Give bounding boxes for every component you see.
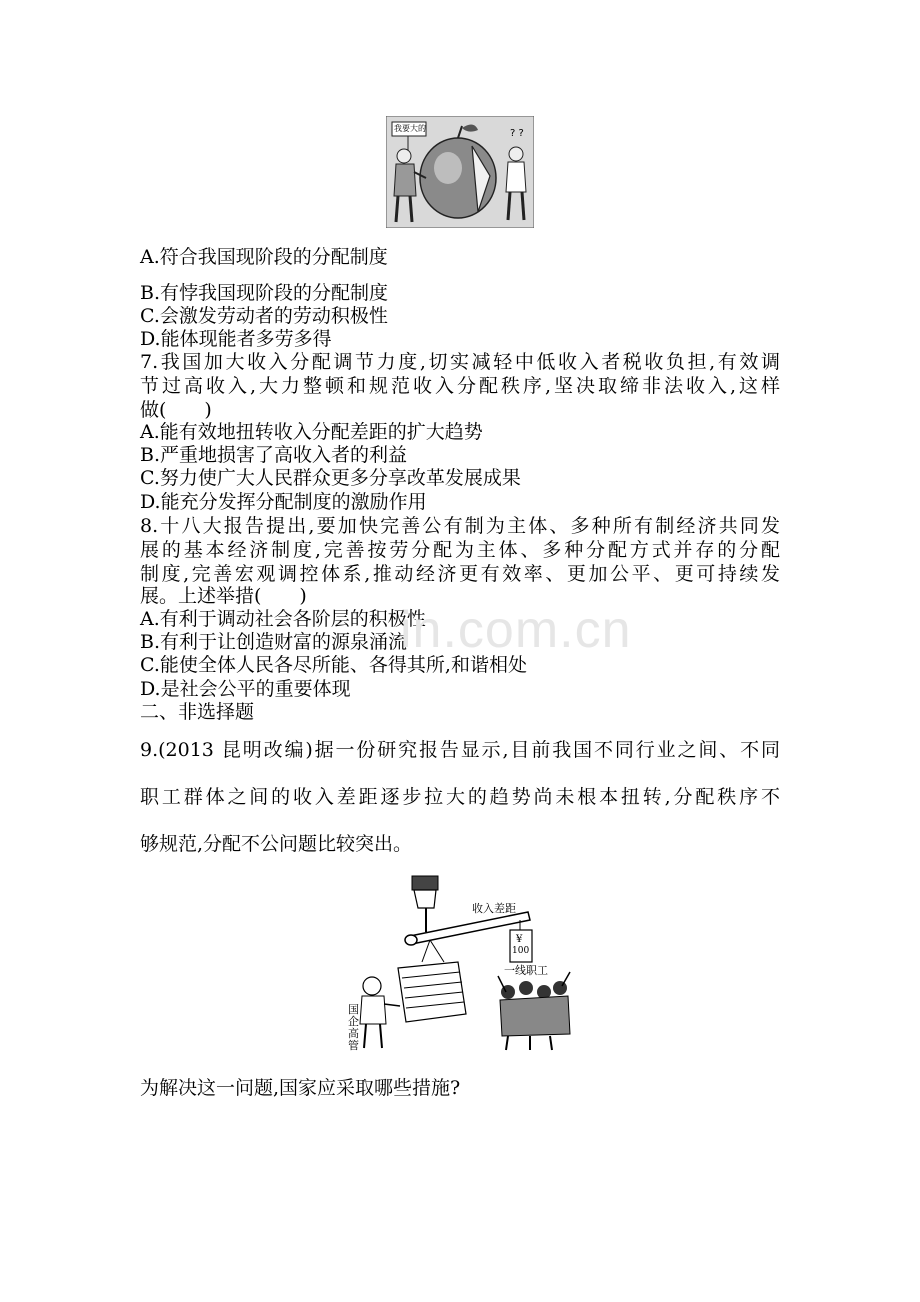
executive-label: 国企高管 bbox=[348, 1003, 359, 1052]
q8-option-c: C.能使全体人民各尽所能、各得其所,和谐相处 bbox=[140, 654, 527, 676]
workers-label: 一线职工 bbox=[504, 964, 548, 977]
q7-stem-line-1: 7.我国加大收入分配调节力度,切实减轻中低收入者税收负担,有效调 bbox=[140, 351, 780, 373]
q7-option-a: A.能有效地扭转收入分配差距的扩大趋势 bbox=[140, 421, 483, 443]
q9-question: 为解决这一问题,国家应采取哪些措施? bbox=[140, 1077, 461, 1099]
income-gap-cartoon bbox=[348, 874, 578, 1052]
q7-stem-line-3: 做( ) bbox=[140, 399, 212, 421]
q8-stem-line-4: 展。上述举措( ) bbox=[140, 585, 307, 607]
q8-stem-line-1: 8.十八大报告提出,要加快完善公有制为主体、多种所有制经济共同发 bbox=[140, 515, 780, 537]
q9-line-2: 职工群体之间的收入差距逐步拉大的趋势尚未根本扭转,分配秩序不 bbox=[140, 786, 780, 808]
q7-option-d: D.能充分发挥分配制度的激励作用 bbox=[140, 491, 427, 513]
q8-option-b: B.有利于让创造财富的源泉涌流 bbox=[140, 631, 408, 653]
q6-option-d: D.能体现能者多劳多得 bbox=[140, 328, 332, 350]
q6-option-b: B.有悖我国现阶段的分配制度 bbox=[140, 282, 389, 304]
q8-option-d: D.是社会公平的重要体现 bbox=[140, 678, 351, 700]
tag-value: 100 bbox=[512, 946, 530, 956]
section-title-nonchoice: 二、非选择题 bbox=[140, 701, 255, 723]
beam-label: 收入差距 bbox=[472, 902, 516, 915]
q8-stem-line-2: 展的基本经济制度,完善按劳分配为主体、多种分配方式并存的分配 bbox=[140, 539, 780, 561]
apple-sign-text: 我要大的 bbox=[394, 124, 426, 133]
q8-option-a: A.有利于调动社会各阶层的积极性 bbox=[140, 608, 426, 630]
q9-line-3: 够规范,分配不公问题比较突出。 bbox=[140, 833, 413, 855]
q9-line-1: 9.(2013 昆明改编)据一份研究报告显示,目前我国不同行业之间、不同 bbox=[140, 739, 780, 761]
q7-option-c: C.努力使广大人民群众更多分享改革发展成果 bbox=[140, 467, 521, 489]
apple-cartoon bbox=[386, 116, 534, 228]
q8-stem-line-3: 制度,完善宏观调控体系,推动经济更有效率、更加公平、更可持续发 bbox=[140, 563, 780, 585]
q7-option-b: B.严重地损害了高收入者的利益 bbox=[140, 444, 408, 466]
q7-stem-line-2: 节过高收入,大力整顿和规范收入分配秩序,坚决取缔非法收入,这样 bbox=[140, 375, 780, 397]
q6-option-a: A.符合我国现阶段的分配制度 bbox=[140, 246, 388, 268]
q6-option-c: C.会激发劳动者的劳动积极性 bbox=[140, 305, 388, 327]
watermark: in.com.cn bbox=[400, 601, 632, 659]
tag-yen: ¥ bbox=[516, 934, 523, 945]
svg-text:? ?: ? ? bbox=[510, 128, 524, 139]
